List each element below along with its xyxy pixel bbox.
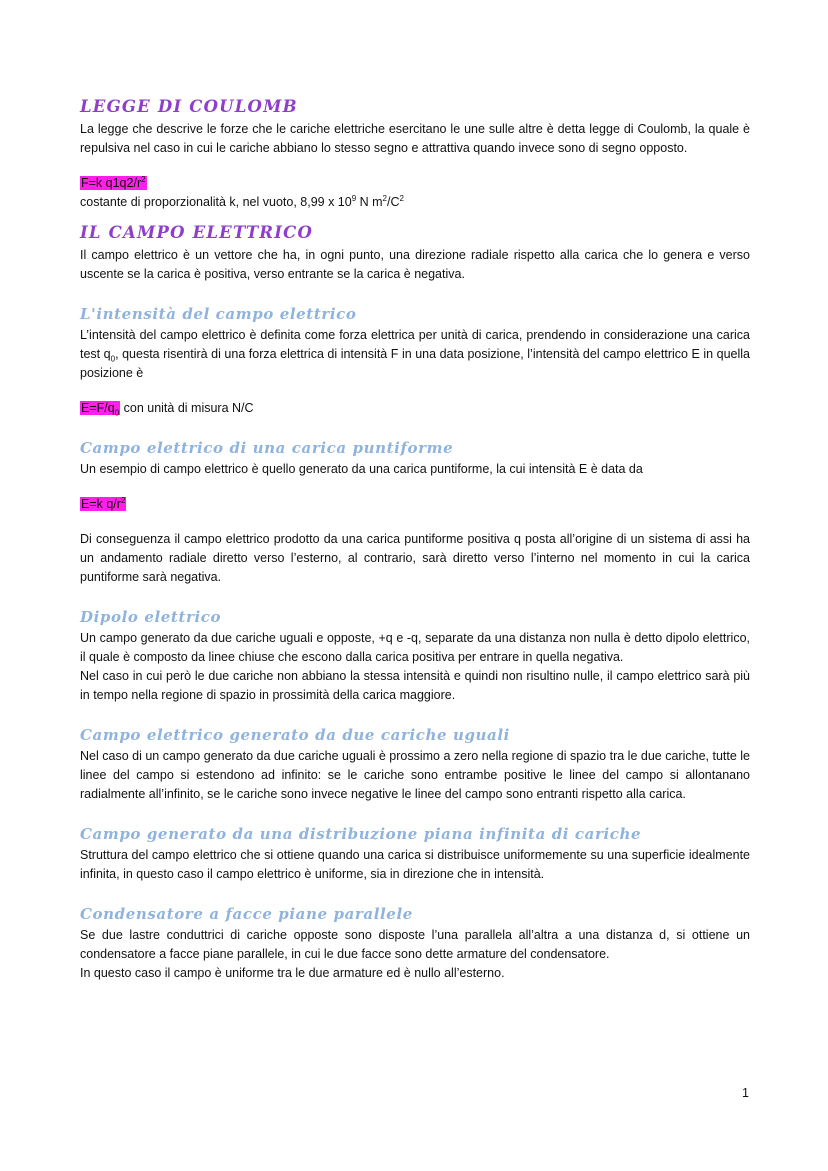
paragraph-coulomb: La legge che descrive le forze che le cariche elettriche esercitano le une sulle altre è detta legge di Coulomb, la quale è repulsiva nel caso in cui le cariche abbiano lo stesso segno e attrattiva quando invece sono di segno opposto.: [80, 122, 750, 155]
paragraph-condensatore: Se due lastre conduttrici di cariche opposte sono disposte l’una parallela all’altra a una distanza d, si ottiene un condensatore a facce piane parallele, in cui le due facce sono dette armature del condensatore.: [80, 928, 750, 961]
paragraph-dipolo-2: Nel caso in cui però le due cariche non abbiano la stessa intensità e quindi non risultino nulle, il campo elettrico sarà più in tempo nella regione di spazio in prossimità della carica maggiore.: [80, 669, 750, 702]
paragraph-cariche-uguali: Nel caso di un campo generato da due cariche uguali è prossimo a zero nella regione di spazio tra le due cariche, tutte le linee del campo si estendono ad infinito: se le cariche sono entrambe positive le linee del campo si allontanano radialmente all’infinito, se le cariche sono invece negative le linee del campo sono entranti rispetto alla carica.: [80, 749, 750, 801]
paragraph-puntiforme-conseguenza: Di conseguenza il campo elettrico prodotto da una carica puntiforme positiva q posta all’origine di un sistema di assi ha un andamento radiale diretto verso l’esterno, al contrario, sarà diretto verso l’interno nel momento in cui la carica puntiforme sarà negativa.: [80, 532, 750, 584]
paragraph-distribuzione: Struttura del campo elettrico che si ottiene quando una carica si distribuisce uniformemente su una superficie idealmente infinita, in questo caso il campo elettrico è uniforme, sia in direzione che in intensità.: [80, 848, 750, 881]
heading-campo-elettrico: IL CAMPO ELETTRICO: [80, 223, 314, 242]
formula-intensita: $E=F/q_0$ con unità di misura N/C: [81, 401, 254, 418]
heading-intensita: L'intensità del campo elettrico: [80, 305, 357, 323]
constant-k-line: costante di proporzionalità k, nel vuoto, 8,99 x $10^9$ N $m^2/C^2$: [80, 193, 404, 209]
formula-coulomb: [80, 174, 750, 193]
page-number: 1: [742, 1086, 749, 1100]
heading-cariche-uguali: Campo elettrico generato da due cariche uguali: [80, 726, 510, 744]
paragraph-puntiforme: Un esempio di campo elettrico è quello generato da una carica puntiforme, la cui intensità E è data da: [80, 462, 643, 476]
highlight-coulomb: F=k $q1q2/r^2$: [81, 174, 146, 190]
highlight-intensita: $E=F/q_0$: [81, 401, 120, 418]
paragraph-campo: Il campo elettrico è un vettore che ha, in ogni punto, una direzione radiale rispetto alla carica che lo genera e verso uscente se la carica è positiva, verso entrante se la carica è negativa.: [80, 248, 750, 281]
paragraph-condensatore-2: In questo caso il campo è uniforme tra le due armature ed è nullo all’esterno.: [80, 966, 505, 980]
document-content: [80, 96, 750, 983]
formula-puntiforme: [80, 495, 750, 514]
heading-distribuzione-piana: Campo generato da una distribuzione piana infinita di cariche: [80, 825, 642, 843]
paragraph-dipolo: Un campo generato da due cariche uguali e opposte, +q e -q, separate da una distanza non nulla è detto dipolo elettrico, il quale è composto da linee chiuse che escono dalla carica positiva per entrare in quella negativa.: [80, 631, 750, 664]
paragraph-intensita: L’intensità del campo elettrico è definita come forza elettrica per unità di carica, prendendo in considerazione una carica test $q_0$, questa risentirà di una forza elettrica di intensità F in una data posizione, l’intensità del campo elettrico E in quella posizione è: [80, 328, 750, 380]
heading-legge-coulomb: LEGGE DI COULOMB: [80, 97, 298, 116]
heading-condensatore: Condensatore a facce piane parallele: [80, 905, 413, 923]
highlight-puntiforme: E=k $q/r^2$: [81, 495, 126, 511]
heading-carica-puntiforme: Campo elettrico di una carica puntiforme: [80, 439, 454, 457]
heading-dipolo: Dipolo elettrico: [80, 608, 222, 626]
